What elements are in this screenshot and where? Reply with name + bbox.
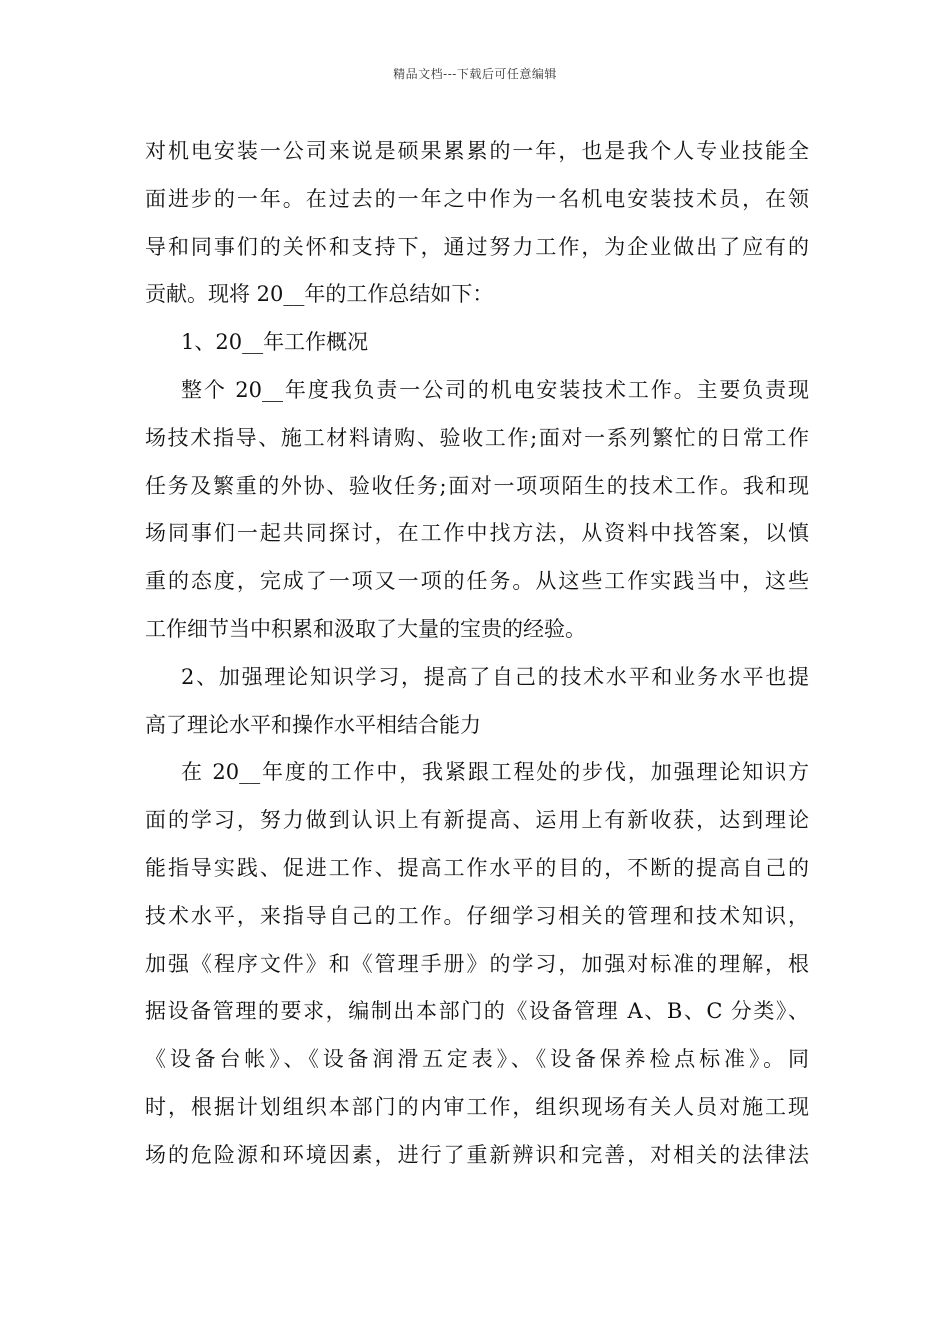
body-line: 《设备台帐》、《设备润滑五定表》、《设备保养检点标准》。同 <box>145 1047 809 1072</box>
body-line: 工作细节当中积累和汲取了大量的宝贵的经验。 <box>145 616 586 641</box>
body-line: 场的危险源和环境因素，进行了重新辨识和完善，对相关的法律法 <box>145 1142 809 1167</box>
body-line: 贡献。现将 20__年的工作总结如下： <box>145 282 494 307</box>
body-line: 导和同事们的关怀和支持下，通过努力工作，为企业做出了应有的 <box>145 234 809 259</box>
section-heading: 高了理论水平和操作水平相结合能力 <box>145 712 481 737</box>
section-heading: 2、加强理论知识学习，提高了自己的技术水平和业务水平也提 <box>181 664 809 689</box>
body-line: 技术水平，来指导自己的工作。仔细学习相关的管理和技术知识， <box>145 903 809 928</box>
body-line: 重的态度，完成了一项又一项的任务。从这些工作实践当中，这些 <box>145 569 809 594</box>
body-line: 面进步的一年。在过去的一年之中作为一名机电安装技术员，在领 <box>145 186 809 211</box>
body-line: 在 20__年度的工作中，我紧跟工程处的步伐，加强理论知识方 <box>181 760 809 785</box>
body-line: 据设备管理的要求，编制出本部门的《设备管理 A、B、C 分类》、 <box>145 999 809 1024</box>
body-line: 加强《程序文件》和《管理手册》的学习，加强对标准的理解，根 <box>145 951 809 976</box>
body-line: 对机电安装一公司来说是硕果累累的一年，也是我个人专业技能全 <box>145 139 809 163</box>
section-heading: 1、20__年工作概况 <box>181 330 369 355</box>
body-line: 场技术指导、施工材料请购、验收工作;面对一系列繁忙的日常工作 <box>145 425 809 450</box>
document-body <box>145 128 809 1180</box>
body-line: 面的学习，努力做到认识上有新提高、运用上有新收获，达到理论 <box>145 808 809 833</box>
body-line: 场同事们一起共同探讨，在工作中找方法，从资料中找答案，以慎 <box>145 521 809 546</box>
body-line: 时，根据计划组织本部门的内审工作，组织现场有关人员对施工现 <box>145 1094 809 1119</box>
body-line: 整个 20__年度我负责一公司的机电安装技术工作。主要负责现 <box>181 377 809 402</box>
body-line: 任务及繁重的外协、验收任务;面对一项项陌生的技术工作。我和现 <box>145 473 809 498</box>
body-line: 能指导实践、促进工作、提高工作水平的目的，不断的提高自己的 <box>145 855 809 880</box>
page-header: 精品文档---下载后可任意编辑 <box>393 67 557 81</box>
